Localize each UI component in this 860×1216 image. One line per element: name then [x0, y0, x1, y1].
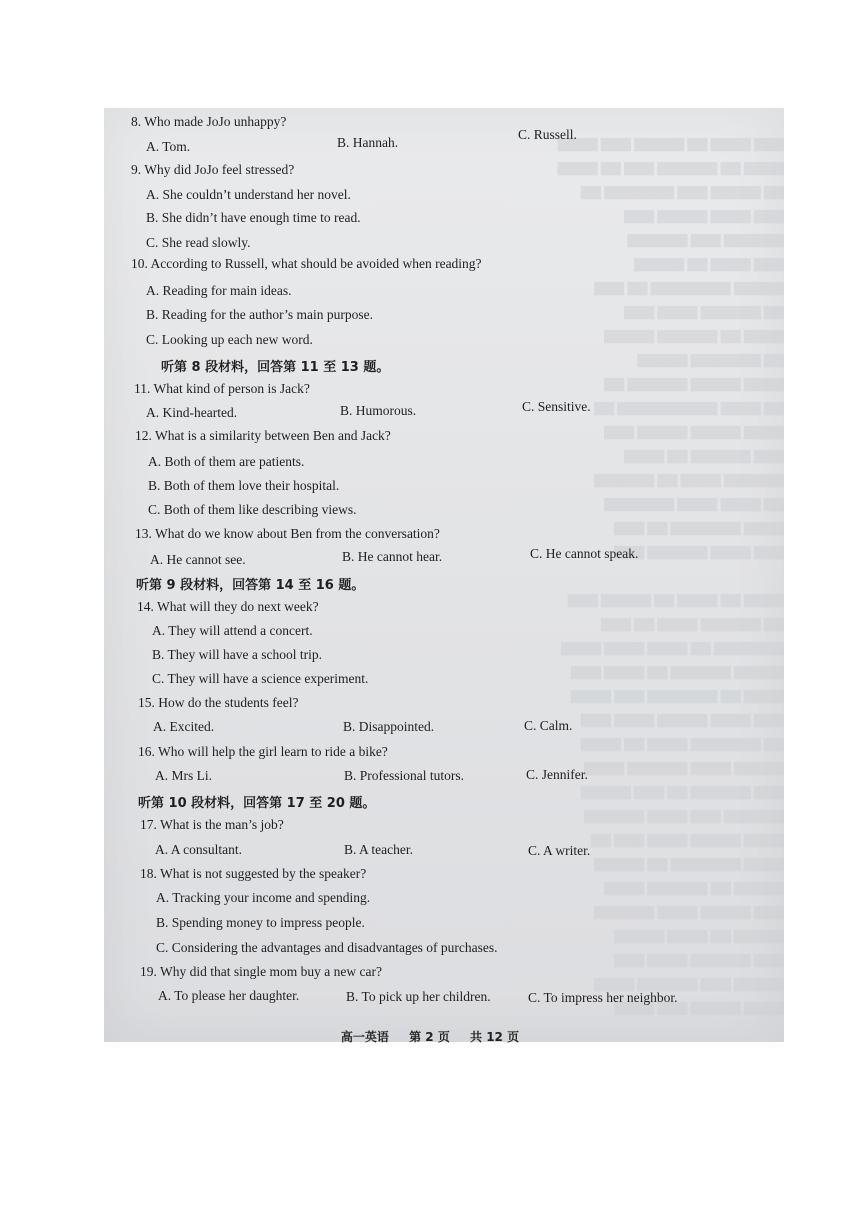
- question-12-option-b: B. Both of them love their hospital.: [148, 478, 340, 493]
- question-18-option-b: B. Spending money to impress people.: [156, 915, 365, 930]
- question-19-option-c: C. To impress her neighbor.: [528, 990, 678, 1005]
- question-17-option-a: A. A consultant.: [155, 842, 242, 857]
- question-17-option-b: B. A teacher.: [344, 842, 413, 857]
- question-11-option-c: C. Sensitive.: [522, 399, 591, 414]
- question-8-option-b: B. Hannah.: [337, 135, 399, 150]
- question-8: 8. Who made JoJo unhappy?: [131, 114, 287, 129]
- question-10-option-a: A. Reading for main ideas.: [146, 283, 292, 298]
- question-15-option-c: C. Calm.: [524, 718, 573, 733]
- question-14-option-a: A. They will attend a concert.: [152, 623, 313, 638]
- question-14: 14. What will they do next week?: [137, 599, 319, 614]
- question-11-option-b: B. Humorous.: [340, 403, 417, 418]
- question-12: 12. What is a similarity between Ben and Jack?: [135, 428, 391, 443]
- section-9-instruction: 听第 9 段材料，回答第 14 至 16 题。: [136, 578, 365, 593]
- question-10-option-b: B. Reading for the author’s main purpose.: [146, 307, 373, 322]
- question-19: 19. Why did that single mom buy a new car?: [140, 964, 382, 979]
- question-19-option-a: A. To please her daughter.: [158, 988, 300, 1003]
- question-16-option-c: C. Jennifer.: [526, 767, 588, 782]
- question-19-option-b: B. To pick up her children.: [346, 989, 491, 1004]
- section-8-instruction: 听第 8 段材料，回答第 11 至 13 题。: [161, 360, 390, 375]
- question-8-option-c: C. Russell.: [518, 127, 577, 142]
- question-12-option-a: A. Both of them are patients.: [148, 454, 305, 469]
- footer-page-number: 第 2 页: [409, 1030, 450, 1044]
- question-9-option-c: C. She read slowly.: [146, 235, 251, 250]
- question-10-option-c: C. Looking up each new word.: [146, 332, 313, 347]
- question-16: 16. Who will help the girl learn to ride a bike?: [138, 744, 388, 759]
- bleed-through-texture: ▇▇▇ ▇▇▇▇ ▇▇ ▇▇▇▇▇ ▇▇▇ ▇▇▇▇ ▇▇▇▇ ▇▇ ▇▇▇▇▇▇ ▇▇▇ ▇▇ ▇▇▇▇ ▇▇ ▇▇▇▇▇ ▇▇▇ ▇▇▇▇▇▇▇ ▇▇ ▇▇▇ ▇▇▇▇ ▇▇▇▇▇ ▇▇▇ ▇▇▇▇▇▇ ▇▇▇ ▇▇▇▇▇▇ ▇▇▇ ▇▇▇▇ ▇▇ ▇▇▇▇▇ ▇▇▇▇▇ ▇▇▇▇▇▇▇▇ ▇▇ ▇▇▇ ▇▇ ▇▇▇▇▇▇ ▇▇▇▇ ▇▇▇ ▇▇▇▇ ▇▇ ▇▇▇▇▇▇ ▇▇▇▇▇ ▇▇ ▇▇▇▇▇▇▇ ▇▇▇▇▇ ▇▇▇▇ ▇▇▇▇▇ ▇▇▇▇▇▇ ▇▇ ▇▇ ▇▇▇▇ ▇▇▇▇▇▇▇▇▇▇ ▇▇ ▇▇▇▇ ▇▇▇▇▇ ▇▇▇▇▇ ▇▇▇ ▇▇▇ ▇▇▇▇▇▇ ▇▇ ▇▇▇▇ ▇▇▇▇▇▇ ▇▇▇▇ ▇▇ ▇▇▇▇▇▇ ▇▇ ▇▇▇▇ ▇▇▇▇ ▇▇▇▇▇▇▇ ▇▇▇▇ ▇▇▇▇▇▇▇ ▇▇ ▇▇▇ ▇▇▇ ▇▇▇▇ ▇▇▇▇▇▇ ▇▇▇ ▇▇▇▇ ▇▇ ▇▇▇▇ ▇▇ ▇▇▇▇▇ ▇▇▇ ▇▇ ▇▇▇▇▇▇ ▇▇▇▇ ▇▇ ▇▇▇ ▇▇▇▇▇▇▇ ▇▇ ▇▇▇▇ ▇▇▇▇ ▇▇▇▇ ▇▇▇▇▇ ▇▇▇▇▇▇ ▇▇ ▇▇▇▇ ▇▇▇ ▇▇▇▇ ▇▇ ▇▇▇▇▇▇▇ ▇▇▇ ▇▇▇▇ ▇▇▇ ▇▇▇▇ ▇▇▇▇▇ ▇▇▇▇ ▇▇▇ ▇▇ ▇▇▇▇▇▇▇ ▇▇▇▇ ▇▇ ▇▇▇▇ ▇▇▇▇▇ ▇▇▇▇ ▇▇▇▇▇▇ ▇▇▇▇ ▇▇▇ ▇▇▇▇▇▇ ▇▇ ▇▇▇ ▇▇▇▇▇ ▇▇▇▇▇▇ ▇▇▇ ▇▇▇▇ ▇▇▇▇▇▇ ▇▇▇▇ ▇▇▇▇▇ ▇▇▇▇ ▇▇▇ ▇▇ ▇▇▇▇ ▇▇▇▇▇▇▇ ▇▇ ▇▇▇▇▇ ▇▇▇▇▇ ▇▇ ▇▇▇▇▇▇ ▇▇▇▇ ▇▇▇ ▇▇▇▇▇ ▇▇▇▇ ▇▇▇▇▇▇ ▇▇▇▇▇ ▇▇ ▇▇▇▇ ▇▇▇▇▇ ▇▇▇ ▇▇▇▇▇▇ ▇▇▇▇ ▇▇▇ ▇▇▇▇▇ ▇▇▇ ▇▇▇▇▇▇ ▇▇▇▇ ▇▇▇▇ ▇▇▇▇▇ ▇▇▇ ▇▇▇▇: [557, 136, 784, 1015]
- question-18-option-a: A. Tracking your income and spending.: [156, 890, 371, 905]
- question-17: 17. What is the man’s job?: [140, 817, 284, 832]
- question-14-option-c: C. They will have a science experiment.: [152, 671, 369, 686]
- question-14-option-b: B. They will have a school trip.: [152, 647, 322, 662]
- footer-subject: 高一英语: [340, 1030, 389, 1044]
- question-9-option-a: A. She couldn’t understand her novel.: [146, 187, 351, 202]
- question-16-option-b: B. Professional tutors.: [344, 768, 464, 783]
- question-8-option-a: A. Tom.: [146, 139, 191, 154]
- footer-total-pages: 共 12 页: [470, 1030, 520, 1044]
- question-15-option-a: A. Excited.: [153, 719, 215, 734]
- question-13-option-a: A. He cannot see.: [150, 552, 246, 567]
- page-footer: [0, 1028, 860, 1045]
- question-17-option-c: C. A writer.: [528, 843, 591, 858]
- question-10: 10. According to Russell, what should be avoided when reading?: [131, 256, 482, 271]
- question-18-option-c: C. Considering the advantages and disadvantages of purchases.: [156, 940, 498, 955]
- section-10-instruction: 听第 10 段材料，回答第 17 至 20 题。: [138, 796, 376, 811]
- question-11-option-a: A. Kind-hearted.: [146, 405, 238, 420]
- question-13: 13. What do we know about Ben from the conversation?: [135, 526, 440, 541]
- question-13-option-b: B. He cannot hear.: [342, 549, 443, 564]
- question-9-option-b: B. She didn’t have enough time to read.: [146, 210, 361, 225]
- question-16-option-a: A. Mrs Li.: [155, 768, 212, 783]
- question-15-option-b: B. Disappointed.: [343, 719, 435, 734]
- question-13-option-c: C. He cannot speak.: [530, 546, 639, 561]
- question-11: 11. What kind of person is Jack?: [134, 381, 310, 396]
- question-12-option-c: C. Both of them like describing views.: [148, 502, 357, 517]
- question-9: 9. Why did JoJo feel stressed?: [131, 162, 295, 177]
- question-18: 18. What is not suggested by the speaker?: [140, 866, 367, 881]
- question-15: 15. How do the students feel?: [138, 695, 299, 710]
